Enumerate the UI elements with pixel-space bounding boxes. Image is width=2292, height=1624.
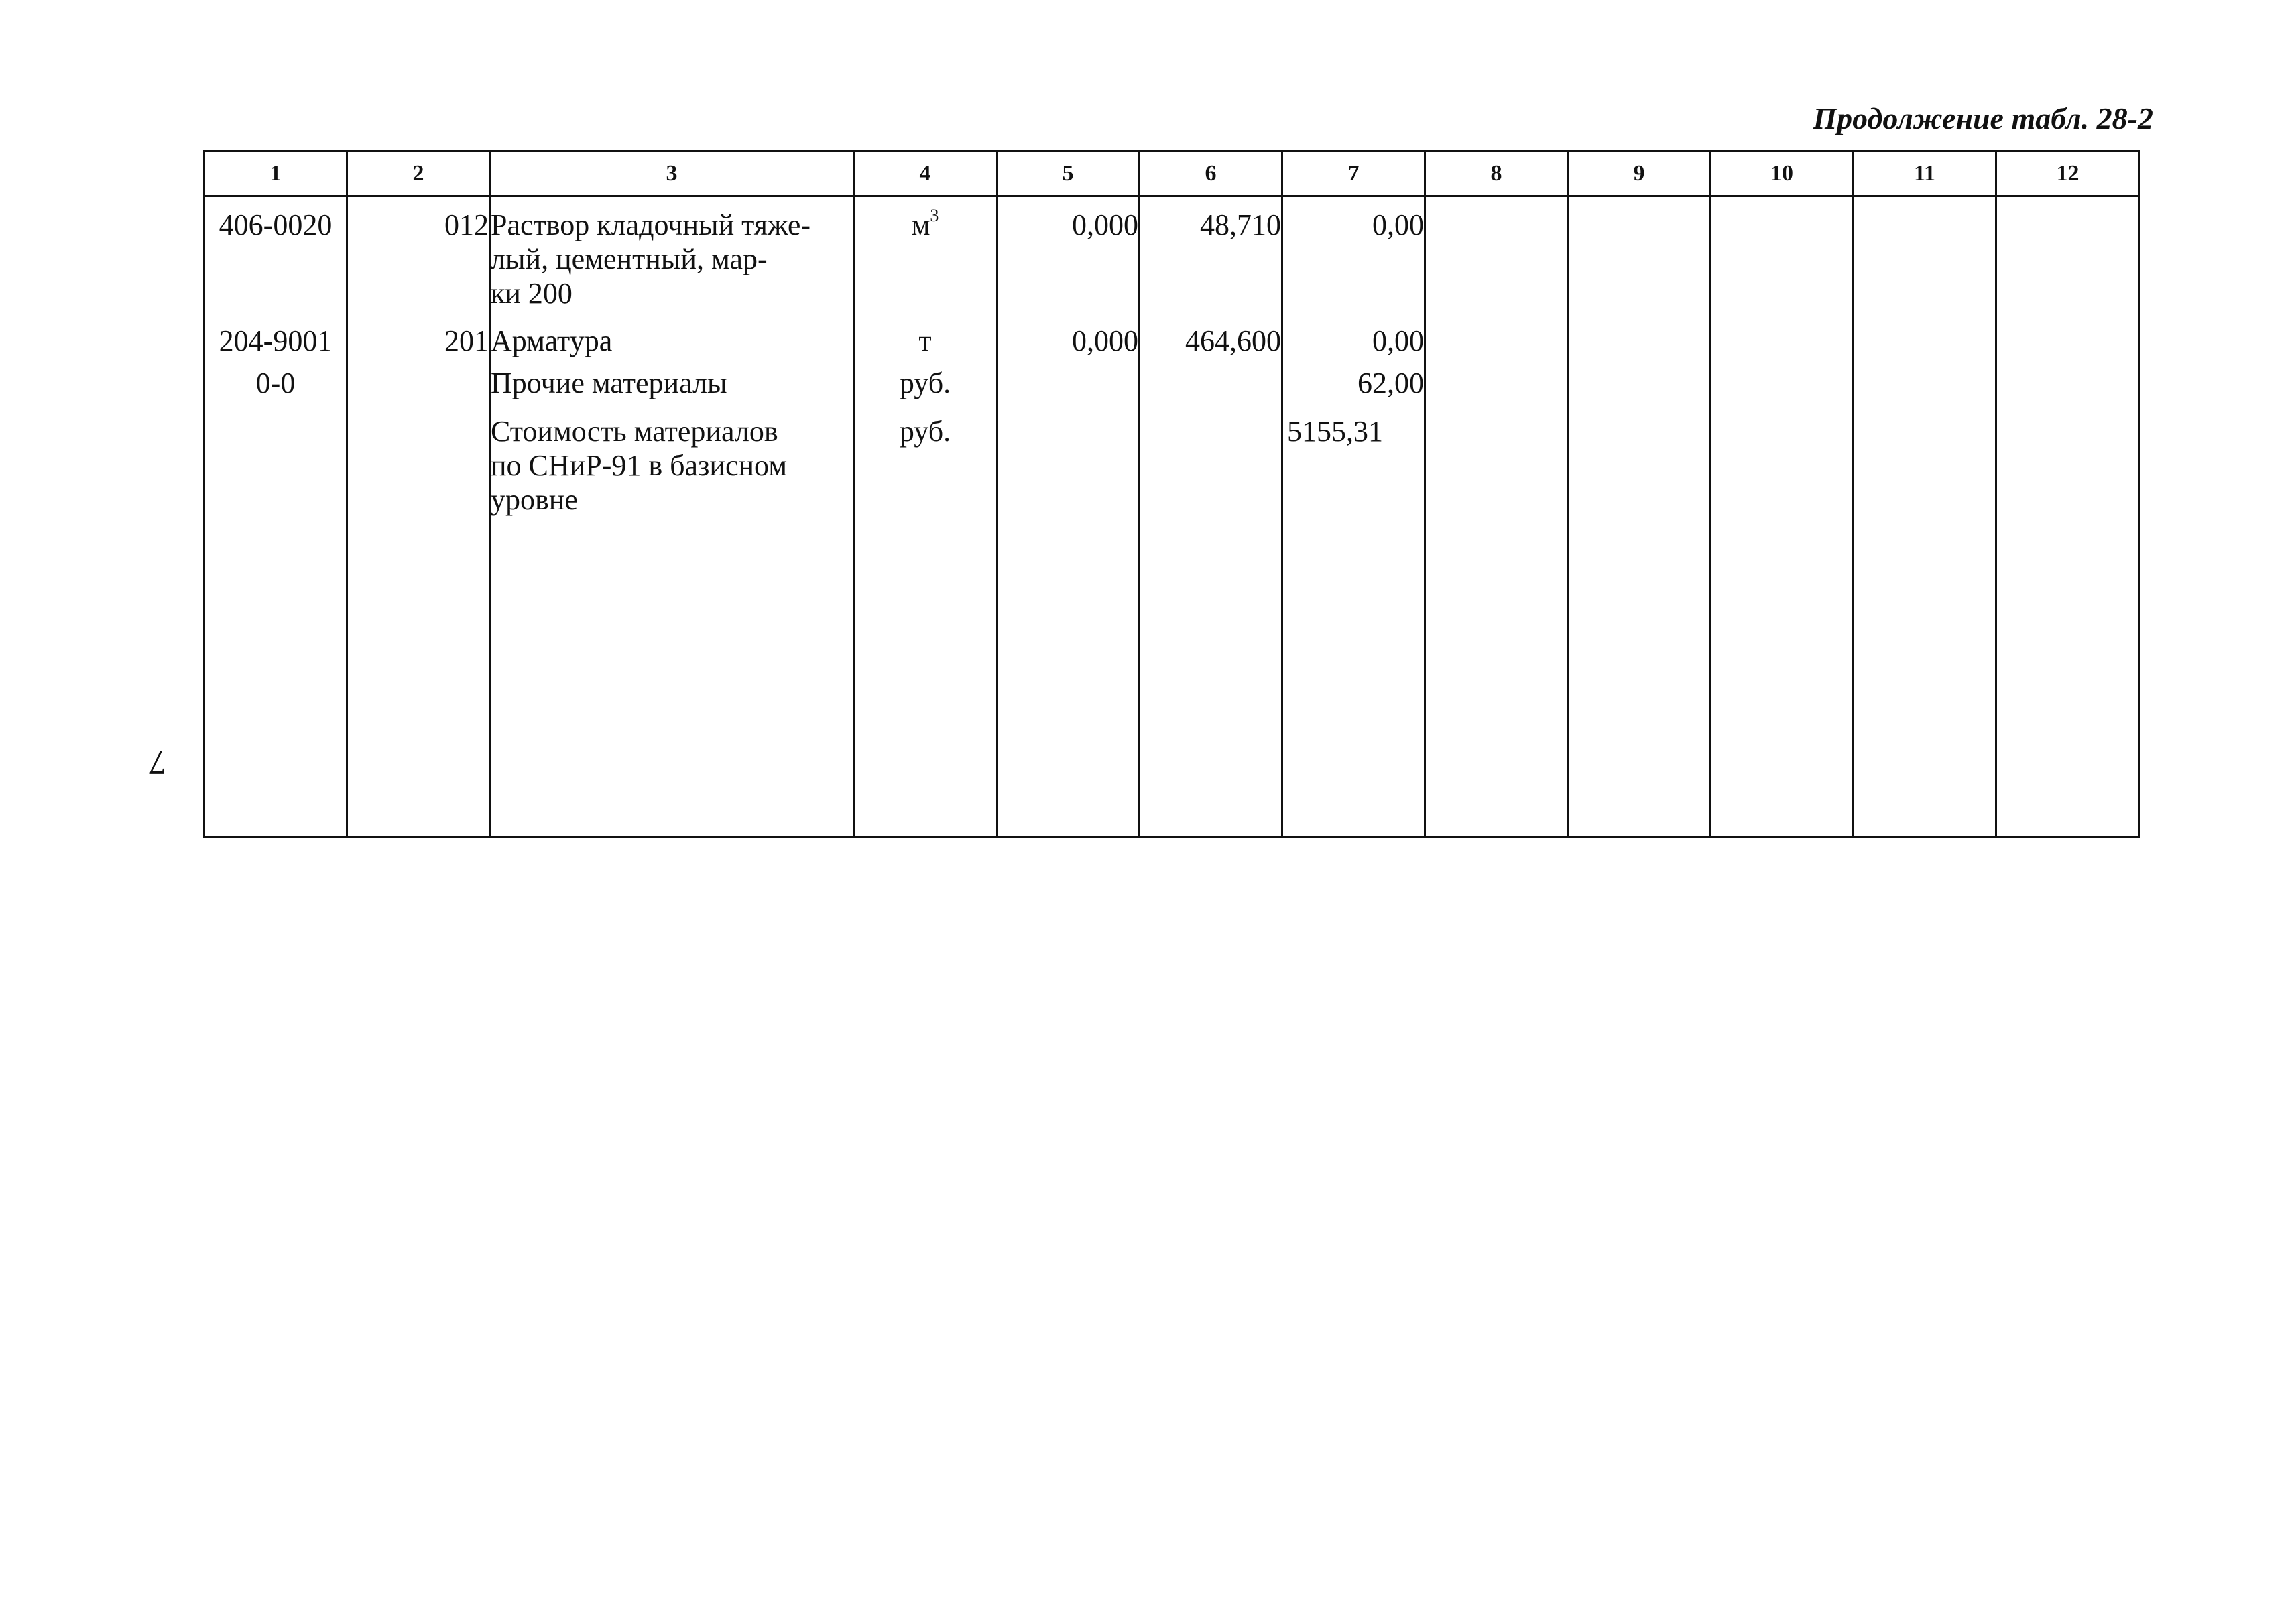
column-header: 10 (1711, 151, 1854, 196)
col7-value: 62,00 (1282, 362, 1425, 410)
unit-cell (854, 362, 997, 410)
resource-name-line: по СНиР-91 в базисном (491, 449, 788, 482)
col7-value: 5155,31 (1282, 410, 1425, 837)
table-caption: Продолжение табл. 28-2 (1813, 101, 2153, 135)
col6-value: 48,710 (1140, 196, 1282, 314)
unit-cell (854, 196, 997, 314)
resource-code (204, 410, 347, 837)
resource-name (490, 313, 854, 362)
empty-cell (1568, 410, 1711, 837)
empty-cell (1996, 313, 2140, 362)
column-header: 9 (1568, 151, 1711, 196)
col7-value: 0,00 (1282, 313, 1425, 362)
unit-superscript: 3 (930, 206, 939, 226)
empty-cell (1854, 313, 1996, 362)
empty-cell (1996, 196, 2140, 314)
empty-cell (1854, 196, 1996, 314)
unit-text: руб. (899, 367, 951, 399)
resource-name-line: Прочие материалы (491, 367, 727, 399)
column-header: 6 (1140, 151, 1282, 196)
empty-cell (1568, 196, 1711, 314)
resource-name (490, 362, 854, 410)
empty-cell (1711, 410, 1854, 837)
empty-cell (1425, 196, 1568, 314)
empty-cell (1854, 362, 1996, 410)
table-row (204, 196, 2140, 314)
table-row (204, 313, 2140, 362)
resource-name-line: ки 200 (491, 277, 572, 310)
empty-cell (1854, 410, 1996, 837)
empty-cell (1425, 362, 1568, 410)
empty-cell (1425, 313, 1568, 362)
resource-subcode (347, 362, 490, 410)
empty-cell (1996, 362, 2140, 410)
col5-value: 0,000 (997, 313, 1140, 362)
unit-cell (854, 313, 997, 362)
col7-value: 0,00 (1282, 196, 1425, 314)
resource-subcode: 012 (347, 196, 490, 314)
empty-cell (1425, 410, 1568, 837)
col5-value: 0,000 (997, 196, 1140, 314)
table-row (204, 410, 2140, 837)
resource-subcode (347, 410, 490, 837)
col6-value (1140, 362, 1282, 410)
empty-cell (1996, 410, 2140, 837)
col6-value: 464,600 (1140, 313, 1282, 362)
unit-cell (854, 410, 997, 837)
resource-name-line: лый, цементный, мар- (491, 243, 768, 275)
resource-code: 0-0 (204, 362, 347, 410)
unit-text: т (918, 324, 932, 357)
column-header: 12 (1996, 151, 2140, 196)
column-header: 8 (1425, 151, 1568, 196)
column-header: 5 (997, 151, 1140, 196)
resource-name-line: Раствор кладочный тяже- (491, 208, 811, 241)
empty-cell (1711, 196, 1854, 314)
empty-cell (1568, 362, 1711, 410)
col5-value (997, 362, 1140, 410)
column-header: 1 (204, 151, 347, 196)
page-number: 7 (149, 743, 166, 782)
column-header: 4 (854, 151, 997, 196)
empty-cell (1568, 313, 1711, 362)
resource-name (490, 410, 854, 837)
header-row (204, 151, 2140, 196)
empty-cell (1711, 313, 1854, 362)
col5-value (997, 410, 1140, 837)
resource-name-line: уровне (491, 483, 578, 516)
column-header: 7 (1282, 151, 1425, 196)
resource-code: 406-0020 (204, 196, 347, 314)
resource-name-line: Арматура (491, 324, 613, 357)
unit-text: м (911, 208, 930, 241)
unit-text: руб. (899, 415, 951, 448)
resource-name-line: Стоимость материалов (491, 415, 778, 448)
resource-name (490, 196, 854, 314)
materials-table (203, 150, 2140, 838)
empty-cell (1711, 362, 1854, 410)
column-header: 11 (1854, 151, 1996, 196)
column-header: 3 (490, 151, 854, 196)
table-row (204, 362, 2140, 410)
resource-code: 204-9001 (204, 313, 347, 362)
col6-value (1140, 410, 1282, 837)
column-header: 2 (347, 151, 490, 196)
resource-subcode: 201 (347, 313, 490, 362)
